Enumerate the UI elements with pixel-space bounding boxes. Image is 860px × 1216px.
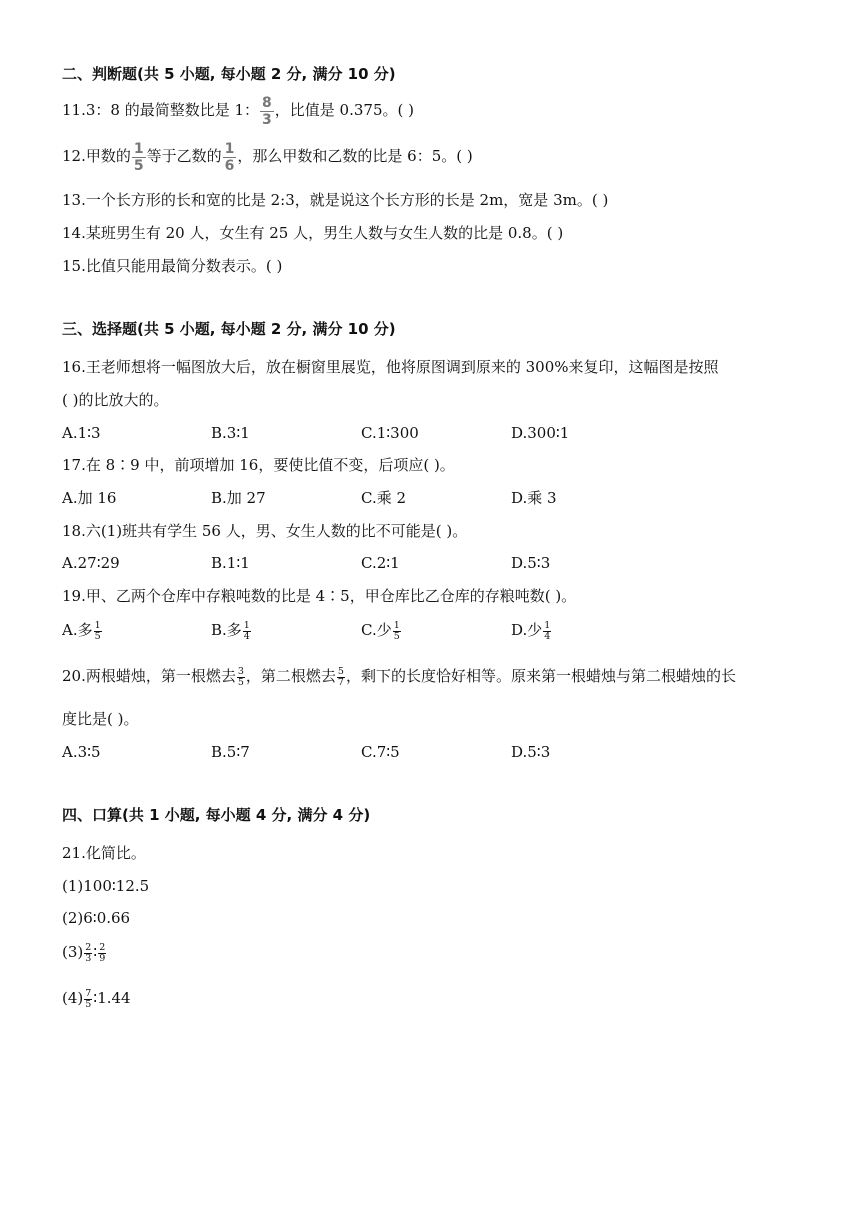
section-heading-mental-math: 四、口算(共 1 小题, 每小题 4 分, 满分 4 分) [62,806,371,824]
question-21-part-1: (1)100∶12.5 [62,877,150,895]
question-21-title: 21.化简比。 [62,844,146,862]
question-15: 15.比值只能用最简分数表示。( ) [62,257,283,275]
q18-option-a: A.27∶29 [62,554,120,572]
q20-option-d: D.5∶3 [511,743,551,761]
question-21-part-4: (4) $\frac{7}{5}$ ∶1.44 [62,988,131,1010]
section-heading-choice: 三、选择题(共 5 小题, 每小题 2 分, 满分 10 分) [62,320,396,338]
q20-option-a: A.3∶5 [62,743,101,761]
fraction-1-5: $\frac{1}{5}$ [133,140,144,174]
question-11: 11.3：8 的最简整数比是 1： $\frac{8}{3}$ ，比值是 0.375。( ) [62,94,414,128]
q17-option-d: D.乘 3 [511,489,557,507]
question-21-part-3: (3) $\frac{2}{3}$ ∶ $\frac{2}{9}$ [62,942,106,964]
q18-option-d: D.5∶3 [511,554,551,572]
q18-option-c: C.2∶1 [361,554,400,572]
question-17: 17.在 8∶9 中，前项增加 16，要使比值不变，后项应( )。 [62,456,455,474]
q18-option-b: B.1∶1 [211,554,250,572]
q20-option-c: C.7∶5 [361,743,400,761]
section-heading-judgment: 二、判断题(共 5 小题, 每小题 2 分, 满分 10 分) [62,65,396,83]
q16-option-a: A.1∶3 [62,424,101,442]
fraction-1-6: $\frac{1}{6}$ [224,140,235,174]
q17-option-a: A.加 16 [62,489,117,507]
fraction-8-3: $\frac{8}{3}$ [262,94,272,128]
question-18: 18.六(1)班共有学生 56 人，男、女生人数的比不可能是( )。 [62,522,468,540]
q16-option-b: B.3∶1 [211,424,250,442]
q19-option-b: B.多 $\frac{1}{4}$ [211,620,250,642]
question-20-line2: 度比是( )。 [62,710,139,728]
question-16-line2: ( )的比放大的。 [62,391,169,409]
q19-option-d: D.少 $\frac{1}{4}$ [511,620,551,642]
q17-option-b: B.加 27 [211,489,266,507]
fraction-3-5: $\frac{3}{5}$ [237,666,244,688]
q19-option-a: A.多 $\frac{1}{5}$ [62,620,101,642]
q19-option-c: C.少 $\frac{1}{5}$ [361,620,400,642]
question-16-line1: 16.王老师想将一幅图放大后，放在橱窗里展览，他将原图调到原来的 300%来复印，这幅图是按照 [62,358,719,376]
question-19: 19.甲、乙两个仓库中存粮吨数的比是 4∶5，甲仓库比乙仓库的存粮吨数( )。 [62,587,577,605]
q16-option-c: C.1∶300 [361,424,419,442]
q17-option-c: C.乘 2 [361,489,407,507]
question-12: 12.甲数的 $\frac{1}{5}$ 等于乙数的 $\frac{1}{6}$ ，那么甲数和乙数的比是 6：5。( ) [62,140,473,174]
q20-option-b: B.5∶7 [211,743,250,761]
fraction-5-7: $\frac{5}{7}$ [337,666,344,688]
q16-option-d: D.300∶1 [511,424,570,442]
question-14: 14.某班男生有 20 人，女生有 25 人，男生人数与女生人数的比是 0.8。( ) [62,224,564,242]
question-20-line1: 20.两根蜡烛，第一根燃去 $\frac{3}{5}$ ，第二根燃去 $\frac{5}{7}$ ，剩下的长度恰好相等。原来第一根蜡烛与第二根蜡烛的长 [62,666,736,688]
question-13: 13.一个长方形的长和宽的比是 2:3，就是说这个长方形的长是 2m，宽是 3m。( ) [62,191,609,209]
question-21-part-2: (2)6∶0.66 [62,909,131,927]
